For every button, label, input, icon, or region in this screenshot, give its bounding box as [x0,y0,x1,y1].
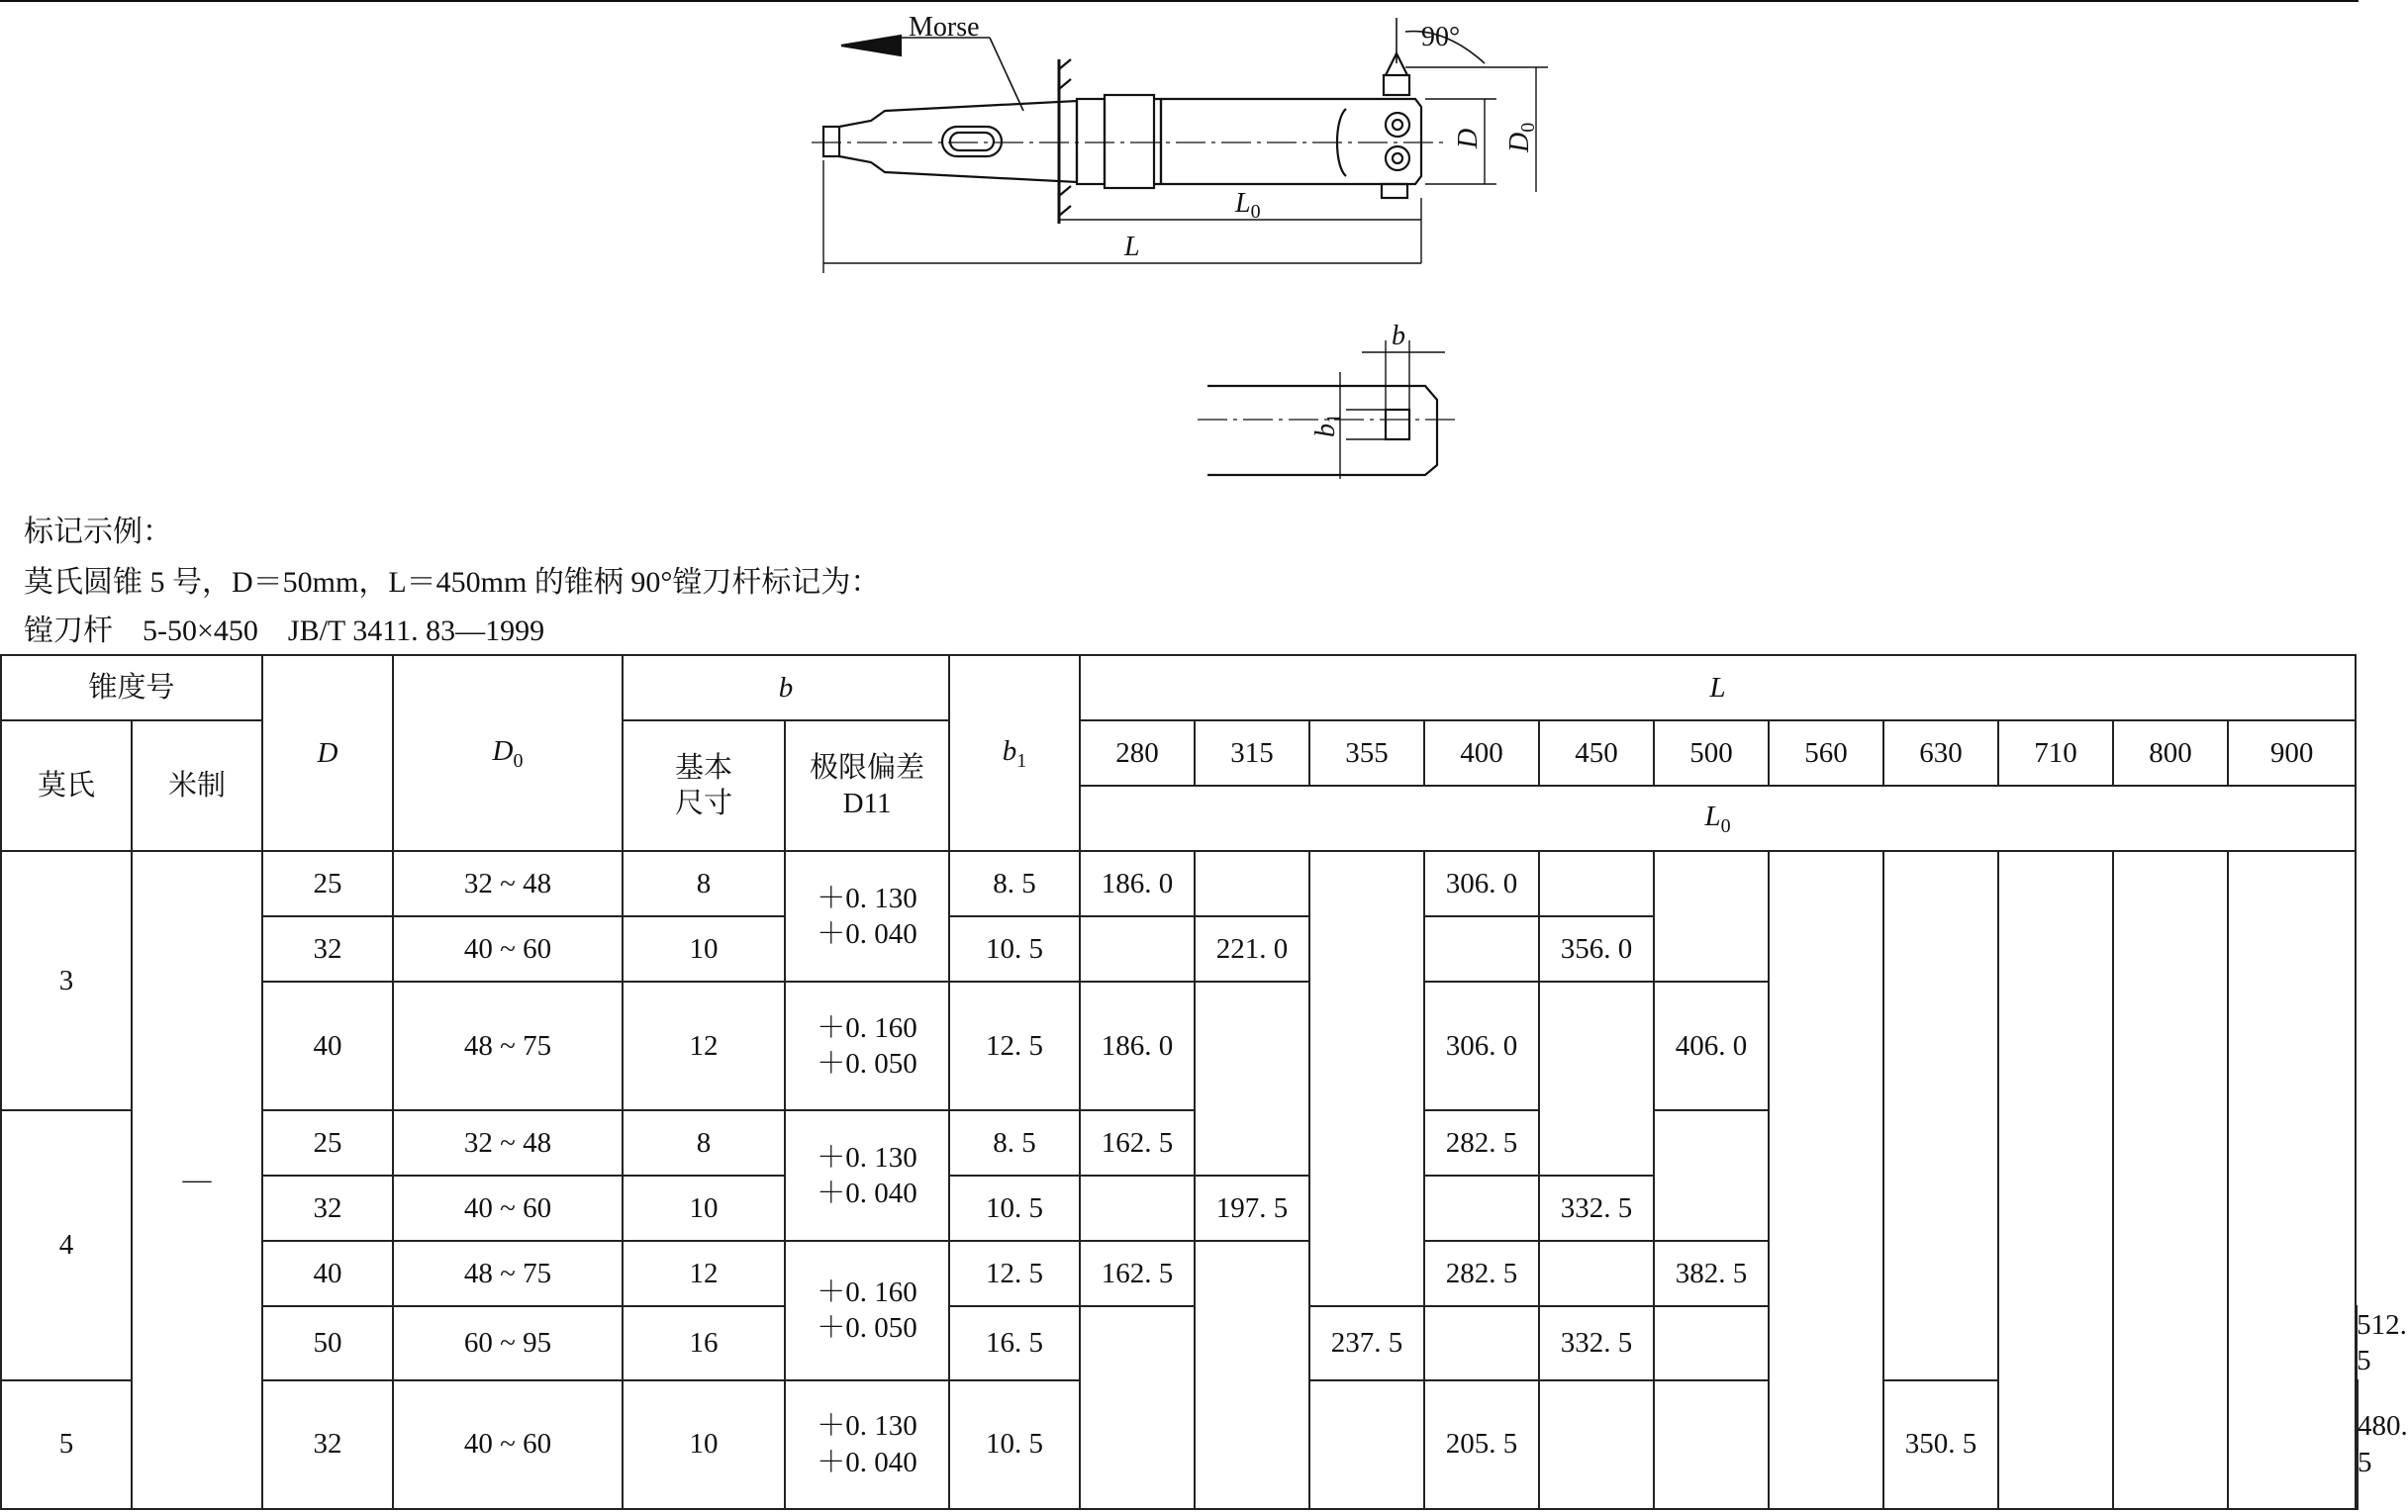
D-cell: 40 [262,1241,393,1306]
L0-cell [1539,851,1654,916]
table-row [1,851,2358,916]
b-cell: 12 [623,1241,785,1306]
header-L-value: 900 [2228,720,2356,786]
header-L-value: 355 [1309,720,1424,786]
header-L-value: 450 [1539,720,1654,786]
header-L-value: 560 [1769,720,1883,786]
L0-cell [1539,1380,1654,1509]
D-cell: 32 [262,1176,393,1241]
L0-cell [1195,1241,1309,1509]
L0-cell [1539,982,1654,1176]
marking-example-desc: 莫氏圆锥 5 号，D＝50mm，L＝450mm 的锥柄 90°镗刀杆标记为： [24,566,881,599]
header-L0: $L_0$ [1080,786,2356,851]
L0-cell [1195,982,1309,1176]
header-b1: $b_1$ [949,655,1080,851]
b1-cell: 10. 5 [949,1176,1080,1241]
dim-D0-label: $D_0$ [1504,122,1539,152]
header-L-value: 280 [1080,720,1195,786]
tolerance-cell: ＋0. 130 ＋0. 040 [785,851,949,982]
L0-cell: 406. 0 [1654,982,1769,1110]
D-cell: 32 [262,916,393,982]
L0-cell [1080,1176,1195,1241]
b-cell: 10 [623,1380,785,1509]
D0-cell: 48 ~ 75 [393,1241,623,1306]
dim-L0-label: $L_0$ [1235,188,1261,223]
L0-cell [1309,851,1424,1306]
L0-cell: 282. 5 [1424,1241,1539,1306]
L0-cell: 282. 5 [1424,1110,1539,1176]
D0-cell: 40 ~ 60 [393,916,623,982]
L0-cell: 205. 5 [1424,1380,1539,1509]
tolerance-cell: ＋0. 160 ＋0. 050 [785,1241,949,1380]
header-L-value: 500 [1654,720,1769,786]
L0-cell [1195,851,1309,916]
b1-cell: 10. 5 [949,916,1080,982]
angle-label: 90° [1421,22,1461,52]
header-D0: $D_0$ [393,655,623,851]
header-D: D [262,655,393,851]
L0-cell [1769,851,1883,1509]
L0-cell: 512. 5 [2357,1309,2407,1377]
header-L-value: 800 [2113,720,2228,786]
L0-cell [1309,1380,1424,1509]
L0-cell [1080,916,1195,982]
L0-cell: 197. 5 [1195,1176,1309,1241]
dim-b1-label: $b_1$ [1310,414,1345,437]
D-cell: 25 [262,851,393,916]
L0-cell: 356. 0 [1539,916,1654,982]
b-cell: 16 [623,1306,785,1380]
header-metric: 米制 [132,720,262,851]
D0-cell: 40 ~ 60 [393,1176,623,1241]
b1-cell: 12. 5 [949,982,1080,1110]
header-morse: 莫氏 [1,720,132,851]
morse-label: Morse [909,12,980,43]
header-L-value: 315 [1195,720,1309,786]
dim-D-label: D [1453,128,1484,148]
b1-cell: 8. 5 [949,1110,1080,1176]
L0-cell [2113,851,2228,1509]
L0-cell [1998,851,2113,1509]
b-cell: 8 [623,1110,785,1176]
L0-cell: 162. 5 [1080,1110,1195,1176]
D-cell: 40 [262,982,393,1110]
L0-cell: 306. 0 [1424,851,1539,916]
tolerance-cell: ＋0. 130 ＋0. 040 [785,1110,949,1241]
D-cell: 32 [262,1380,393,1509]
tolerance-cell: ＋0. 130 ＋0. 040 [785,1380,949,1509]
dim-b-label: b [1392,321,1405,351]
b-cell: 8 [623,851,785,916]
header-b-basic: 基本 尺寸 [623,720,785,851]
L0-cell [1424,1306,1539,1380]
header-L: L [1080,655,2356,720]
L0-cell: 186. 0 [1080,851,1195,916]
D0-cell: 32 ~ 48 [393,1110,623,1176]
L0-cell: 306. 0 [1424,982,1539,1110]
L0-cell [1424,916,1539,982]
header-L-value: 630 [1883,720,1998,786]
top-rule [0,0,2359,2]
header-taper: 锥度号 [1,655,262,720]
D0-cell: 40 ~ 60 [393,1380,623,1509]
header-L-value: 710 [1998,720,2113,786]
L0-cell [1654,851,1769,982]
L0-cell: 382. 5 [1654,1241,1769,1306]
morse-arrow-icon [841,36,901,55]
L0-cell [1654,1380,1769,1509]
D0-cell: 48 ~ 75 [393,982,623,1110]
boring-bar-spec-table [0,654,2408,1510]
b1-cell: 16. 5 [949,1306,1080,1380]
boring-bar-drawing [792,4,1564,479]
D-cell: 50 [262,1306,393,1380]
D-cell: 25 [262,1110,393,1176]
L0-cell: 237. 5 [1309,1306,1424,1380]
L0-cell [1424,1176,1539,1241]
tolerance-cell: ＋0. 160 ＋0. 050 [785,982,949,1110]
L0-cell: 162. 5 [1080,1241,1195,1306]
b1-cell: 12. 5 [949,1241,1080,1306]
L0-cell: 332. 5 [1539,1306,1654,1380]
L0-cell [1654,1306,1769,1380]
D0-cell: 32 ~ 48 [393,851,623,916]
L0-cell: 186. 0 [1080,982,1195,1110]
morse-cell: 4 [1,1110,132,1380]
b-cell: 10 [623,916,785,982]
b-cell: 10 [623,1176,785,1241]
header-b: b [623,655,949,720]
b-cell: 12 [623,982,785,1110]
marking-example-title: 标记示例： [24,516,172,548]
morse-cell: 5 [1,1380,132,1509]
L0-cell [1539,1241,1654,1306]
metric-cell: — [132,851,262,1509]
D0-cell: 60 ~ 95 [393,1306,623,1380]
L0-cell: 480. 5 [2358,1410,2408,1478]
L0-cell: 221. 0 [1195,916,1309,982]
L0-cell: 332. 5 [1539,1176,1654,1241]
L0-cell [1883,851,1998,1380]
b1-cell: 10. 5 [949,1380,1080,1509]
morse-cell: 3 [1,851,132,1110]
header-L-value: 400 [1424,720,1539,786]
b1-cell: 8. 5 [949,851,1080,916]
header-b-tolerance: 极限偏差 D11 [785,720,949,851]
L0-cell: 350. 5 [1883,1380,1998,1509]
marking-example-code: 镗刀杆 5-50×450 JB/T 3411. 83—1999 [24,614,545,647]
L0-cell [1654,1110,1769,1241]
L0-cell [1080,1306,1195,1509]
dim-L-label: L [1124,232,1140,262]
